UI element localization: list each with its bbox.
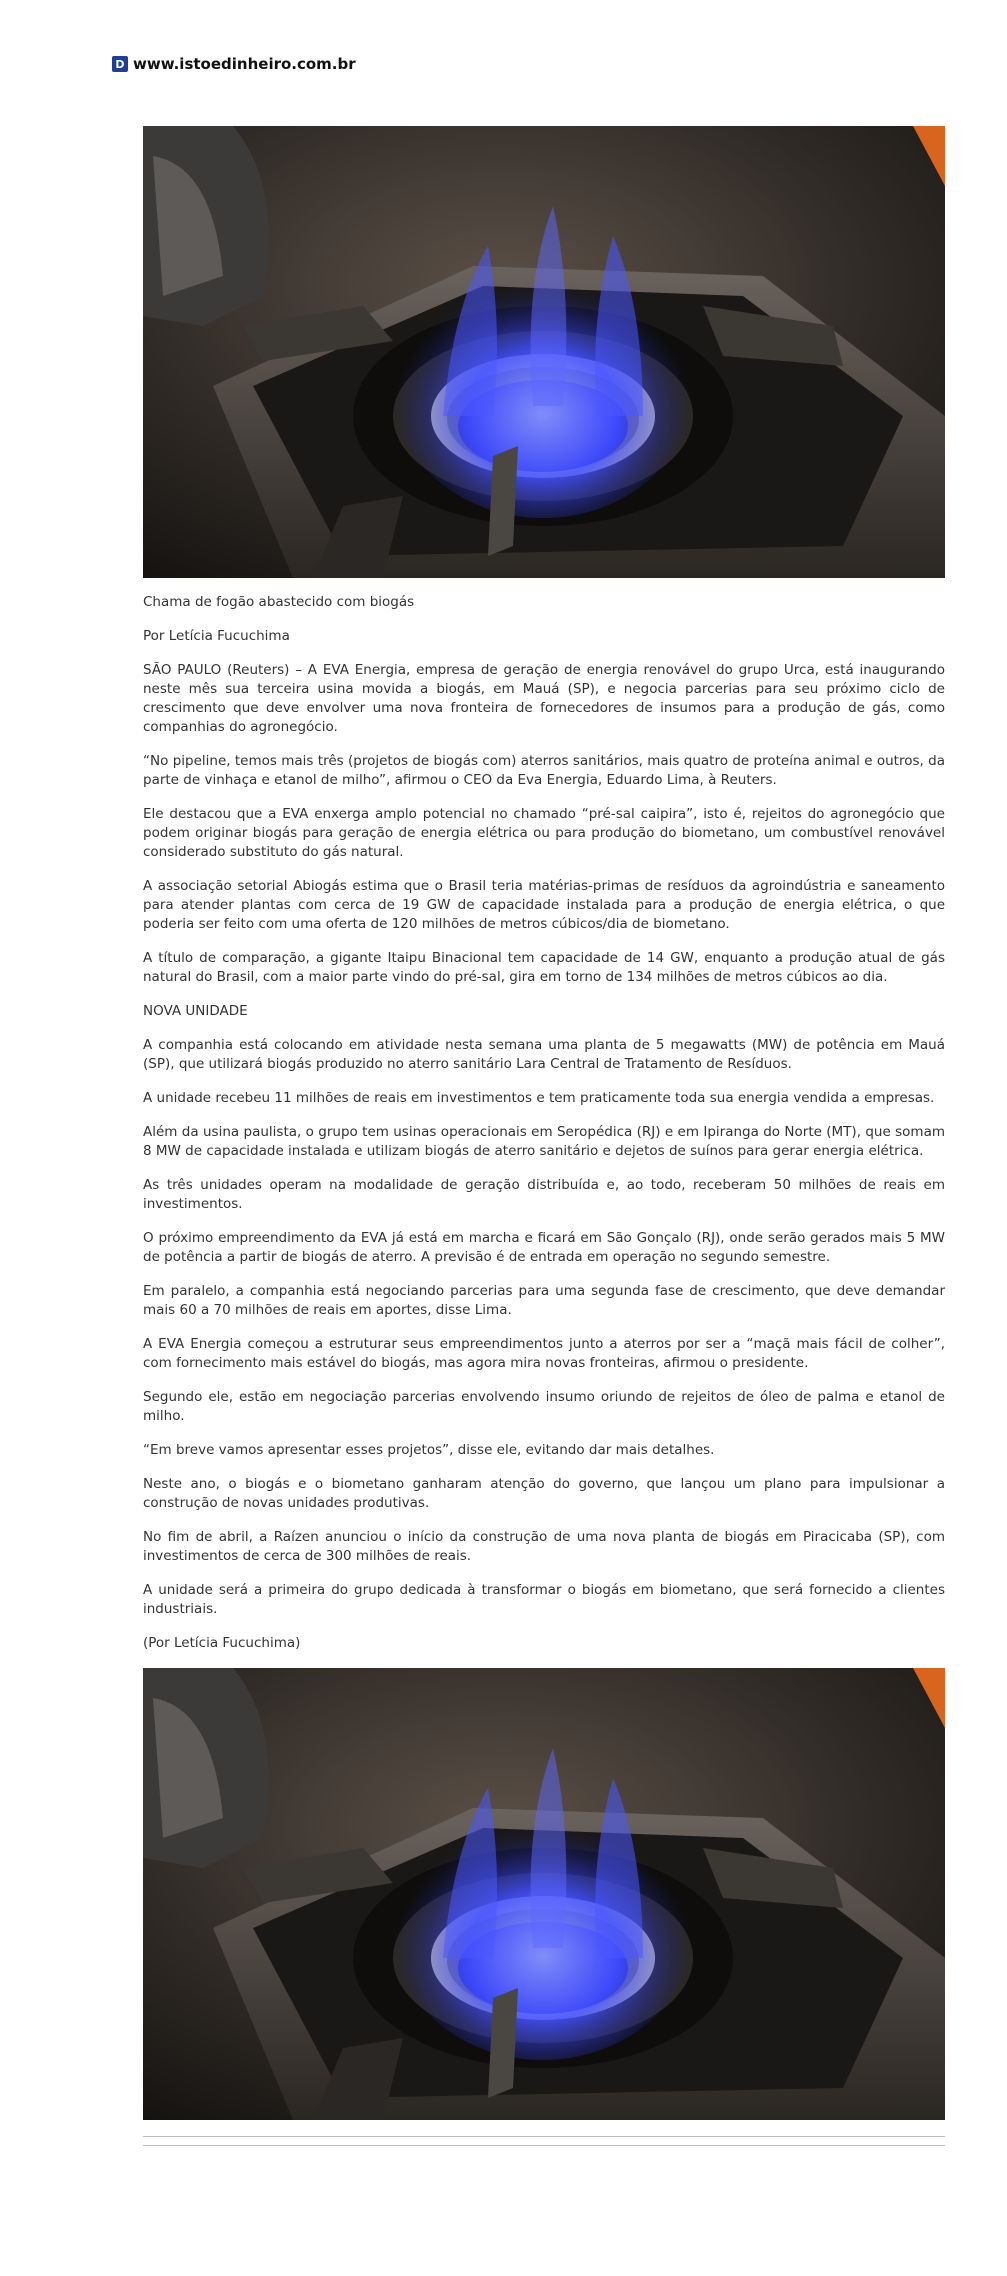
site-header [112, 52, 356, 76]
paragraph: As três unidades operam na modalidade de geração distribuída e, ao todo, receberam 50 milhões de reais em investimentos. [143, 1177, 945, 1212]
article [143, 126, 945, 2146]
site-url[interactable]: www.istoedinheiro.com.br [133, 55, 356, 73]
divider [143, 2145, 945, 2146]
gas-stove-flame-photo-repeat [143, 1668, 945, 2120]
paragraph: “Em breve vamos apresentar esses projetos”, disse ele, evitando dar mais detalhes. [143, 1442, 715, 1458]
paragraph: Neste ano, o biogás e o biometano ganharam atenção do governo, que lançou um plano para impulsionar a construção de novas unidades produtivas. [143, 1476, 945, 1511]
paragraph: No fim de abril, a Raízen anunciou o início da construção de uma nova planta de biogás em Piracicaba (SP), com investimentos de cerca de 300 milhões de reais. [143, 1529, 945, 1564]
divider [143, 2136, 945, 2137]
paragraph: O próximo empreendimento da EVA já está em marcha e ficará em São Gonçalo (RJ), onde serão gerados mais 5 MW de potência a partir de biogás de aterro. A previsão é de entrada em operação no segundo semestre. [143, 1230, 945, 1265]
paragraph: Ele destacou que a EVA enxerga amplo potencial no chamado “pré-sal caipira”, isto é, rejeitos do agronegócio que podem originar biogás para geração de energia elétrica ou para produção do biometano, um combustível renovável considerado substituto do gás natural. [143, 806, 945, 860]
paragraph: Em paralelo, a companhia está negociando parcerias para uma segunda fase de crescimento, que deve demandar mais 60 a 70 milhões de reais em aportes, disse Lima. [143, 1283, 945, 1318]
byline: Por Letícia Fucuchima [143, 628, 290, 644]
paragraph: A associação setorial Abiogás estima que o Brasil teria matérias-primas de resíduos da agroindústria e saneamento para atender plantas com cerca de 19 GW de capacidade instalada para a produção de energia elétrica, o que poderia ser feito com uma oferta de 120 milhões de metros cúbicos/dia de biometano. [143, 878, 945, 932]
paragraph: Segundo ele, estão em negociação parcerias envolvendo insumo oriundo de rejeitos de óleo de palma e etanol de milho. [143, 1389, 945, 1424]
site-logo-icon: D [112, 56, 128, 72]
author-credit: (Por Letícia Fucuchima) [143, 1635, 301, 1651]
paragraph: A unidade recebeu 11 milhões de reais em investimentos e tem praticamente toda sua energia vendida a empresas. [143, 1090, 935, 1106]
photo-caption: Chama de fogão abastecido com biogás [143, 594, 415, 610]
paragraph: “No pipeline, temos mais três (projetos de biogás com) aterros sanitários, mais quatro de proteína animal e outros, da parte de vinhaça e etanol de milho”, afirmou o CEO da Eva Energia, Eduardo Lima, à Reuters. [143, 753, 945, 788]
paragraph: A EVA Energia começou a estruturar seus empreendimentos junto a aterros por ser a “maçã mais fácil de colher”, com fornecimento mais estável do biogás, mas agora mira novas fronteiras, afirmou o presidente. [143, 1336, 945, 1371]
paragraph: SÃO PAULO (Reuters) – A EVA Energia, empresa de geração de energia renovável do grupo Urca, está inaugurando neste mês sua terceira usina movida a biogás, em Mauá (SP), e negocia parcerias para seu próximo ciclo de crescimento que deve envolver uma nova fronteira de fornecedores de insumos para a produção de gás, como companhias do agronegócio. [143, 662, 945, 735]
paragraph: Além da usina paulista, o grupo tem usinas operacionais em Seropédica (RJ) e em Ipiranga do Norte (MT), que somam 8 MW de capacidade instalada e utilizam biogás de aterro sanitário e dejetos de suínos para gerar energia elétrica. [143, 1124, 945, 1159]
gas-stove-flame-photo [143, 126, 945, 578]
paragraph: A unidade será a primeira do grupo dedicada à transformar o biogás em biometano, que será fornecido a clientes industriais. [143, 1582, 945, 1617]
paragraph: A título de comparação, a gigante Itaipu Binacional tem capacidade de 14 GW, enquanto a produção atual de gás natural do Brasil, com a maior parte vindo do pré-sal, gira em torno de 134 milhões de metros cúbicos ao dia. [143, 950, 945, 985]
section-heading: NOVA UNIDADE [143, 1003, 248, 1019]
paragraph: A companhia está colocando em atividade nesta semana uma planta de 5 megawatts (MW) de potência em Mauá (SP), que utilizará biogás produzido no aterro sanitário Lara Central de Tratamento de Resíduos. [143, 1037, 945, 1072]
